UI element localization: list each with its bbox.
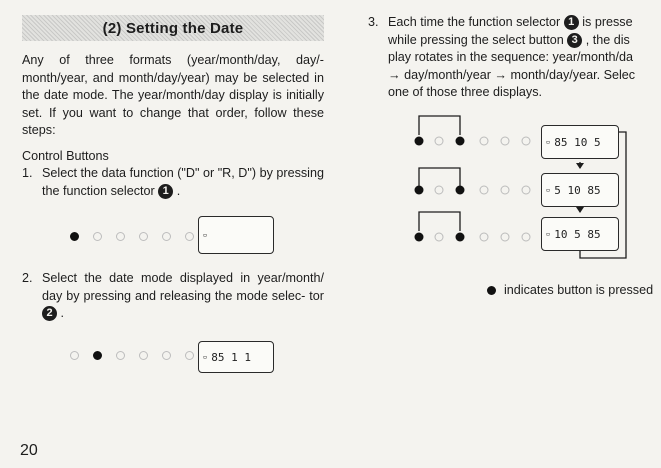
button-dot-4 xyxy=(139,351,148,360)
step-2-text: Select the date mode displayed in year/month/ day by pressing and releasing the mode selec- tor xyxy=(42,271,324,303)
lcd-value: 10 5 85 xyxy=(554,227,601,241)
button-dot-3 xyxy=(116,351,125,360)
arrowhead-down-icon xyxy=(576,163,584,169)
legend xyxy=(487,282,653,300)
lcd-marker: ▫ xyxy=(546,186,551,194)
step-3-line2-end: , the dis xyxy=(585,32,630,47)
button-dot-5 xyxy=(162,351,171,360)
step-3 xyxy=(368,14,661,102)
button-dot-6 xyxy=(185,351,194,360)
function-selector-ref-icon: 1 xyxy=(564,15,579,30)
button-dot-5 xyxy=(162,232,171,241)
arrowhead-down-icon xyxy=(576,207,584,213)
lcd-marker: ▫ xyxy=(546,230,551,238)
lcd-marker: ▫ xyxy=(203,231,208,239)
button-dot-3 xyxy=(116,232,125,241)
row-1-dots xyxy=(415,137,531,146)
function-selector-ref-icon: 1 xyxy=(158,184,173,199)
button-dot-1 xyxy=(70,232,79,241)
step-3-text-end: is presse xyxy=(582,15,633,29)
button-dot-2 xyxy=(93,232,102,241)
step-3-line3: play rotates in the sequence: year/month/da xyxy=(388,50,634,64)
step-1-end: . xyxy=(176,183,181,198)
pressed-dot-icon xyxy=(487,286,496,295)
page-number: 20 xyxy=(20,442,38,459)
button-dot-2 xyxy=(93,351,102,360)
step-3-text: Each time the function selector xyxy=(388,15,561,29)
button-dot-6 xyxy=(185,232,194,241)
button-dot-1 xyxy=(70,351,79,360)
step-2-end: . xyxy=(60,306,64,320)
intro-paragraph: Any of three formats (year/month/day, day/-month/year, and month/day/year) may be selected in the date mode. The year/month/day display is initially set. If you want to change that order, follow these steps: xyxy=(22,53,324,137)
section-title-bar xyxy=(22,15,324,41)
step-3-number: 3. xyxy=(368,15,379,29)
rotation-lcd-2 xyxy=(541,173,619,207)
section-title: (2) Setting the Date xyxy=(102,19,244,37)
step-3-line4: → day/month/year → month/day/year. Selec xyxy=(388,67,636,82)
lcd-value: 85 10 5 xyxy=(554,135,601,149)
row-3-dots xyxy=(415,233,531,242)
legend-text: indicates button is pressed xyxy=(504,283,654,297)
step-1-number: 1. xyxy=(22,166,33,180)
press-bracket-1 xyxy=(419,116,460,135)
lcd-value: 5 10 85 xyxy=(554,183,601,197)
rotation-lcd-3 xyxy=(541,217,619,251)
mode-selector-ref-icon: 2 xyxy=(42,306,57,321)
row-2-dots xyxy=(415,186,531,195)
lcd-marker: ▫ xyxy=(203,353,208,361)
step-2-lcd xyxy=(198,341,274,373)
control-heading: Control Buttons xyxy=(22,149,109,163)
button-dot-4 xyxy=(139,232,148,241)
step-1-lcd xyxy=(198,216,274,254)
step-1 xyxy=(22,165,324,200)
step-2 xyxy=(22,270,324,323)
step-2-button-row xyxy=(70,351,208,360)
step-1-button-row xyxy=(70,232,208,241)
press-bracket-2 xyxy=(419,168,460,187)
lcd-marker: ▫ xyxy=(546,138,551,146)
step-3-line5: one of those three displays. xyxy=(388,85,543,99)
select-button-ref-icon: 3 xyxy=(567,33,582,48)
lcd-value: 85 1 1 xyxy=(211,350,251,364)
step-3-line2: while pressing the select button xyxy=(388,32,564,47)
press-bracket-3 xyxy=(419,212,460,231)
step-2-number: 2. xyxy=(22,271,33,285)
step-1-text: Select the data function ("D" or "R, D") by pressing the function selector xyxy=(42,166,324,198)
rotation-lcd-1 xyxy=(541,125,619,159)
